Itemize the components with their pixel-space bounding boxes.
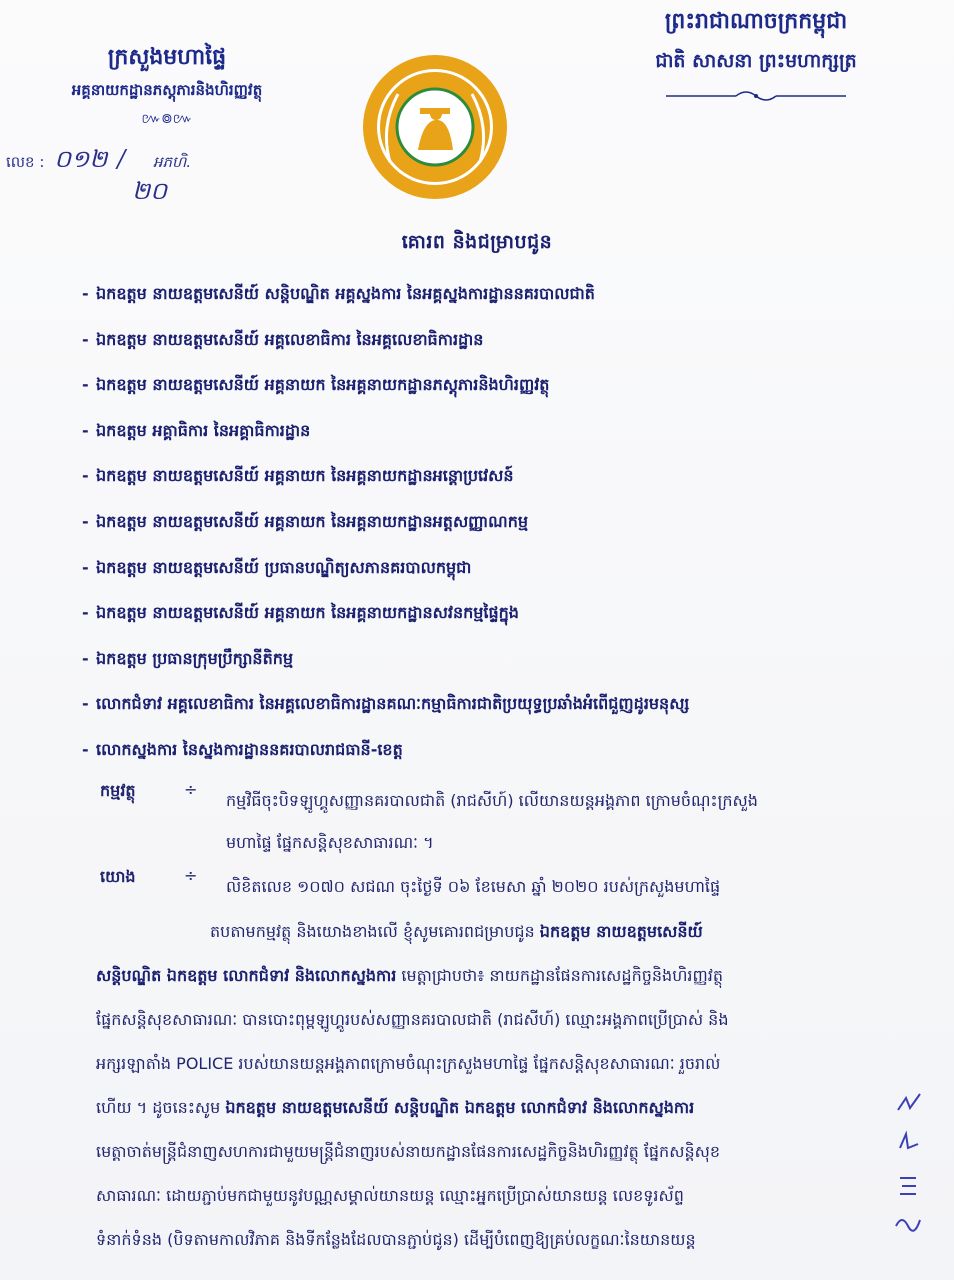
kingdom-header: [636, 4, 876, 110]
subject-separator: ÷: [184, 780, 198, 799]
body-line-4: អក្សរឡាតាំង POLICE របស់យានយន្តអង្គភាពក្រោមចំណុះក្រសួងមហាផ្ទៃ ផ្នែកសន្តិសុខសាធារណៈ រួចរាល់: [96, 1054, 721, 1073]
subject-line-1: កម្មវិធីចុះបិទឡូហ្គូសញ្ញានគរបាលជាតិ (រាជសីហ៍) លើយានយន្តអង្គភាព ក្រោមចំណុះក្រសួង: [226, 791, 758, 810]
reference-slash: /: [117, 145, 126, 173]
reference-label: លេខ :: [6, 153, 45, 171]
body-text-span: មេត្តាជ្រាបថា៖ នាយកដ្ឋានផែនការសេដ្ឋកិច្ចនិងហិរញ្ញវត្ថុ: [396, 966, 723, 985]
recipient-text: ឯកឧត្តម អគ្គាធិការ នៃអគ្គាធិការដ្ឋាន: [96, 420, 311, 440]
subject-label: កម្មវត្ថុ: [100, 781, 136, 800]
subject-line-2: មហាផ្ទៃ ផ្នែកសន្តិសុខសាធារណៈ ។: [226, 833, 434, 852]
list-item: - ឯកឧត្តម ប្រធានក្រុមប្រឹក្សានីតិកម្ម: [82, 648, 294, 668]
recipient-text: ឯកឧត្តម នាយឧត្តមសេនីយ៍ អគ្គនាយក នៃអគ្គនាយកដ្ឋានសវនកម្មផ្ទៃក្នុង: [96, 603, 519, 623]
ministry-ornament: ៚៙៚: [141, 111, 193, 127]
body-line-2: [96, 954, 912, 998]
reference-block: [100, 866, 900, 906]
body-text-span: តបតាមកម្មវត្ថុ និងយោងខាងលើ ខ្ញុំសូមគោរពជម្រាបជូន: [210, 922, 540, 941]
subject-value: [226, 780, 896, 864]
list-item: - លោកស្នងការ នៃស្នងការដ្ឋាននគរបាលរាជធានី-ខេត្ត: [82, 739, 403, 759]
body-line-1: [96, 910, 912, 954]
list-item: - ឯកឧត្តម នាយឧត្តមសេនីយ៍ អគ្គនាយក នៃអគ្គនាយកដ្ឋានភស្តុភារនិងហិរញ្ញវត្ថុ: [82, 375, 550, 395]
ministry-name: ក្រសួងមហាផ្ទៃ: [107, 45, 227, 70]
list-item: - ឯកឧត្តម នាយឧត្តមសេនីយ៍ អគ្គលេខាធិការ នៃអគ្គលេខាធិការដ្ឋាន: [82, 329, 484, 349]
body-line-3: ផ្នែកសន្តិសុខសាធារណៈ បានបោះពុម្ពឡូហ្គូរបស់សញ្ញានគរបាលជាតិ (រាជសីហ៍) ឈ្មោះអង្គភាពប្រើប្រាស់ និង: [96, 1010, 729, 1029]
body-line-5: [96, 1086, 912, 1130]
reference-value: ០១២: [54, 145, 108, 173]
recipient-text: ឯកឧត្តម នាយឧត្តមសេនីយ៍ ប្រធានបណ្ឌិត្យសភានគរបាលកម្ពុជា: [96, 557, 472, 577]
list-item: - ឯកឧត្តម នាយឧត្តមសេនីយ៍ អគ្គនាយក នៃអគ្គនាយកដ្ឋានអត្តសញ្ញាណកម្ម: [82, 511, 529, 531]
reference-number: [6, 144, 306, 205]
list-item: - ឯកឧត្តម នាយឧត្តមសេនីយ៍ អគ្គនាយក នៃអគ្គនាយកដ្ឋានអន្តោប្រវេសន៍: [82, 466, 514, 486]
list-item: - ឯកឧត្តម នាយឧត្តមសេនីយ៍ ប្រធានបណ្ឌិត្យសភានគរបាលកម្ពុជា: [82, 557, 472, 577]
body-text-span: ហើយ ។ ដូចនេះសូម: [96, 1098, 226, 1117]
recipient-text: ឯកឧត្តម នាយឧត្តមសេនីយ៍ អគ្គនាយក នៃអគ្គនាយកដ្ឋានអត្តសញ្ញាណកម្ម: [96, 511, 529, 531]
kingdom-title: ព្រះរាជាណាចក្រកម្ពុជា: [664, 9, 848, 34]
department-name: អគ្គនាយកដ្ឋានភស្តុភារនិងហិរញ្ញវត្ថុ: [71, 81, 263, 99]
recipient-text: ឯកឧត្តម នាយឧត្តមសេនីយ៍ សន្តិបណ្ឌិត អគ្គស្នងការ នៃអគ្គស្នងការដ្ឋាននគរបាលជាតិ: [96, 284, 595, 303]
subject-block: [100, 780, 900, 870]
list-item: - ឯកឧត្តម អគ្គាធិការ នៃអគ្គាធិការដ្ឋាន: [82, 420, 311, 440]
list-item: - ឯកឧត្តម នាយឧត្តមសេនីយ៍ អគ្គនាយក នៃអគ្គនាយកដ្ឋានសវនកម្មផ្ទៃក្នុង: [82, 603, 519, 623]
reference-block-label: យោង: [100, 867, 136, 886]
ministry-header: [52, 40, 282, 130]
recipient-text: លោកជំទាវ អគ្គលេខាធិការ នៃអគ្គលេខាធិការដ្ឋានគណៈកម្មាធិការជាតិប្រយុទ្ធប្រឆាំងអំពើជួញដូរមនុស្ស: [96, 694, 690, 714]
reference-block-value: លិខិតលេខ ១០៧០ សជណ ចុះថ្ងៃទី ០៦ ខែមេសា ឆ្នាំ ២០២០ របស់ក្រសួងមហាផ្ទៃ: [226, 877, 721, 896]
recipient-text: ឯកឧត្តម នាយឧត្តមសេនីយ៍ អគ្គនាយក នៃអគ្គនាយកដ្ឋានភស្តុភារនិងហិរញ្ញវត្ថុ: [96, 375, 550, 395]
list-item: - លោកជំទាវ អគ្គលេខាធិការ នៃអគ្គលេខាធិការដ្ឋានគណៈកម្មាធិការជាតិប្រយុទ្ធប្រឆាំងអំពើជួញដូរមនុស្ស: [82, 694, 690, 714]
ornament-divider-icon: [636, 86, 876, 106]
body-line-8: ទំនាក់ទំនង (បិទតាមកាលវិភាគ និងទីកន្លែងដែលបានភ្ជាប់ជូន) ដើម្បីបំពេញឱ្យគ្រប់លក្ខណៈនៃយានយន្ត: [96, 1230, 696, 1249]
reference-block-separator: ÷: [184, 866, 198, 885]
handwritten-margin-marks: [890, 1090, 940, 1240]
list-item: - ឯកឧត្តម នាយឧត្តមសេនីយ៍ សន្តិបណ្ឌិត អគ្គស្នងការ នៃអគ្គស្នងការដ្ឋាននគរបាលជាតិ: [82, 284, 595, 303]
recipient-list: [82, 276, 902, 778]
greeting-heading: គោរព និងជម្រាបជូន: [401, 231, 553, 253]
body-bold-span: សន្តិបណ្ឌិត ឯកឧត្តម លោកជំទាវ និងលោកស្នងការ: [96, 966, 397, 985]
reference-year: ២០: [132, 177, 168, 205]
body-bold-span: ឯកឧត្តម នាយឧត្តមសេនីយ៍ សន្តិបណ្ឌិត ឯកឧត្តម លោកជំទាវ និងលោកស្នងការ: [225, 1098, 695, 1117]
national-police-emblem-icon: [360, 52, 510, 202]
recipient-text: លោកស្នងការ នៃស្នងការដ្ឋាននគរបាលរាជធានី-ខេត្ត: [96, 739, 403, 759]
letter-body: [96, 910, 912, 1262]
recipient-text: ឯកឧត្តម ប្រធានក្រុមប្រឹក្សានីតិកម្ម: [96, 648, 294, 668]
body-line-7: សាធារណៈ ដោយភ្ជាប់មកជាមួយនូវបណ្ណសម្គាល់យានយន្ត ឈ្មោះអ្នកប្រើប្រាស់យានយន្ត លេខទូរស័ព្ទ: [96, 1186, 684, 1205]
recipient-text: ឯកឧត្តម នាយឧត្តមសេនីយ៍ អគ្គលេខាធិការ នៃអគ្គលេខាធិការដ្ឋាន: [96, 329, 484, 349]
reference-code: អភហិ.: [153, 153, 192, 171]
body-bold-span: ឯកឧត្តម នាយឧត្តមសេនីយ៍: [539, 922, 703, 941]
recipient-text: ឯកឧត្តម នាយឧត្តមសេនីយ៍ អគ្គនាយក នៃអគ្គនាយកដ្ឋានអន្តោប្រវេសន៍: [96, 466, 514, 486]
kingdom-motto: ជាតិ សាសនា ព្រះមហាក្សត្រ: [655, 50, 857, 72]
body-line-6: មេត្តាចាត់មន្ត្រីជំនាញសហការជាមួយមន្ត្រីជំនាញរបស់នាយកដ្ឋានផែនការសេដ្ឋកិច្ចនិងហិរញ្ញវត្ថុ ផ្នែកសន្តិសុខ: [96, 1142, 720, 1161]
